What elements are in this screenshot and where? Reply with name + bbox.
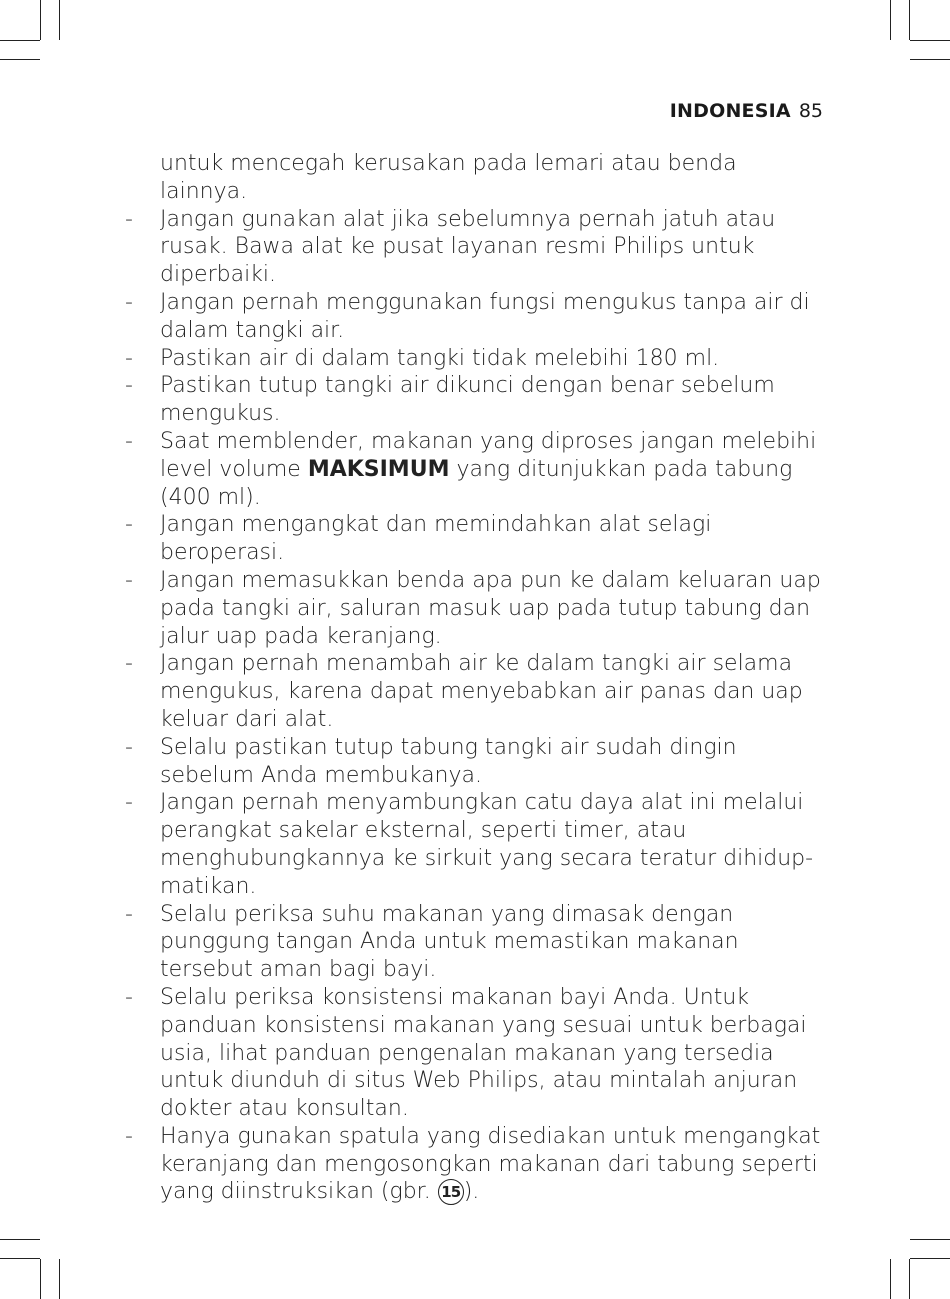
crop-mark	[40, 0, 41, 40]
bullet-dash: -	[125, 512, 133, 538]
bullet-dash: -	[125, 790, 133, 816]
crop-mark	[0, 1258, 40, 1259]
list-item	[122, 734, 822, 790]
crop-mark	[0, 40, 40, 41]
page-header	[670, 99, 823, 123]
list-item	[122, 984, 822, 1123]
crop-mark	[0, 1239, 40, 1240]
list-item-text: Selalu pastikan tutup tabung tangki air sudah dingin sebelum Anda membukanya.	[160, 734, 737, 788]
crop-mark	[910, 1258, 950, 1259]
bullet-dash: -	[125, 984, 133, 1010]
list-item	[122, 1123, 822, 1206]
list-item-text: Jangan pernah menambah air ke dalam tangki air selama mengukus, karena dapat menyebabkan air panas dan uap keluar dari alat.	[160, 651, 803, 732]
list-item-text: Jangan pernah menggunakan fungsi mengukus tanpa air di dalam tangki air.	[160, 289, 810, 343]
bullet-dash: -	[125, 428, 133, 454]
list-item	[122, 511, 822, 567]
bullet-dash: -	[125, 901, 133, 927]
crop-mark	[59, 1259, 60, 1299]
crop-mark	[910, 59, 950, 60]
crop-mark	[910, 40, 950, 41]
bullet-dash: -	[125, 206, 133, 232]
bullet-dash: -	[125, 1123, 133, 1149]
list-item-text: Jangan pernah menyambungkan catu daya alat ini melalui perangkat sakelar eksternal, seperti timer, atau menghubungkannya ke sirkuit yang secara teratur dihidup-matikan.	[160, 790, 814, 899]
page-number: 85	[798, 100, 823, 122]
crop-mark	[890, 0, 891, 40]
crop-mark	[59, 0, 60, 40]
figure-number-circle: 15	[438, 1179, 464, 1205]
list-item	[122, 650, 822, 733]
list-item	[122, 901, 822, 984]
list-item-text: Hanya gunakan spatula yang disediakan untuk mengangkat keranjang dan mengosongkan makanan dari tabung seperti yang diinstruksikan (gbr.	[160, 1123, 821, 1205]
crop-mark	[890, 1259, 891, 1299]
crop-mark	[909, 0, 910, 40]
section-language: INDONESIA	[669, 100, 791, 122]
crop-mark	[910, 1239, 950, 1240]
list-item	[122, 345, 822, 373]
bullet-dash: -	[125, 567, 133, 593]
list-item-text: Selalu periksa suhu makanan yang dimasak dengan punggung tangan Anda untuk memastikan makanan tersebut aman bagi bayi.	[160, 901, 739, 983]
crop-mark	[40, 1259, 41, 1299]
bullet-dash: -	[125, 345, 133, 371]
list-item-text: ).	[463, 1179, 480, 1205]
list-item-text: Saat memblender, makanan yang diproses jangan melebihi level volume	[160, 428, 817, 482]
list-item-text: Pastikan air di dalam tangki tidak melebihi 180 ml.	[160, 345, 720, 371]
continued-paragraph: untuk mencegah kerusakan pada lemari atau benda lainnya.	[160, 151, 737, 204]
list-item	[122, 789, 822, 900]
bullet-dash: -	[125, 651, 133, 677]
bullet-dash: -	[125, 373, 133, 399]
list-item-text: Jangan memasukkan benda apa pun ke dalam keluaran uap pada tangki air, saluran masuk uap pada tutup tabung dan jalur uap pada keranjang.	[160, 567, 821, 649]
list-item-text: Jangan gunakan alat jika sebelumnya pernah jatuh atau rusak. Bawa alat ke pusat layanan resmi Philips untuk diperbaiki.	[160, 206, 776, 288]
page-body	[122, 150, 822, 1206]
list-item	[122, 289, 822, 345]
crop-mark	[909, 1259, 910, 1299]
list-item	[122, 372, 822, 428]
list-item-text: Jangan mengangkat dan memindahkan alat selagi beroperasi.	[160, 512, 712, 566]
crop-mark	[0, 59, 40, 60]
bullet-dash: -	[125, 734, 133, 760]
list-item	[122, 206, 822, 289]
list-item-text: yang ditunjukkan pada tabung (400 ml).	[160, 456, 793, 510]
max-level-label: MAKSIMUM	[307, 456, 450, 482]
list-item-text: Selalu periksa konsistensi makanan bayi Anda. Untuk panduan konsistensi makanan yang sesuai untuk berbagai usia, lihat panduan pengenalan makanan yang tersedia untuk diunduh di situs Web Philips, atau mintalah anjuran dokter atau konsultan.	[160, 984, 807, 1122]
list-item	[122, 428, 822, 511]
list-item-text: Pastikan tutup tangki air dikunci dengan benar sebelum mengukus.	[160, 373, 775, 427]
bullet-dash: -	[125, 289, 133, 315]
list-item	[122, 567, 822, 650]
